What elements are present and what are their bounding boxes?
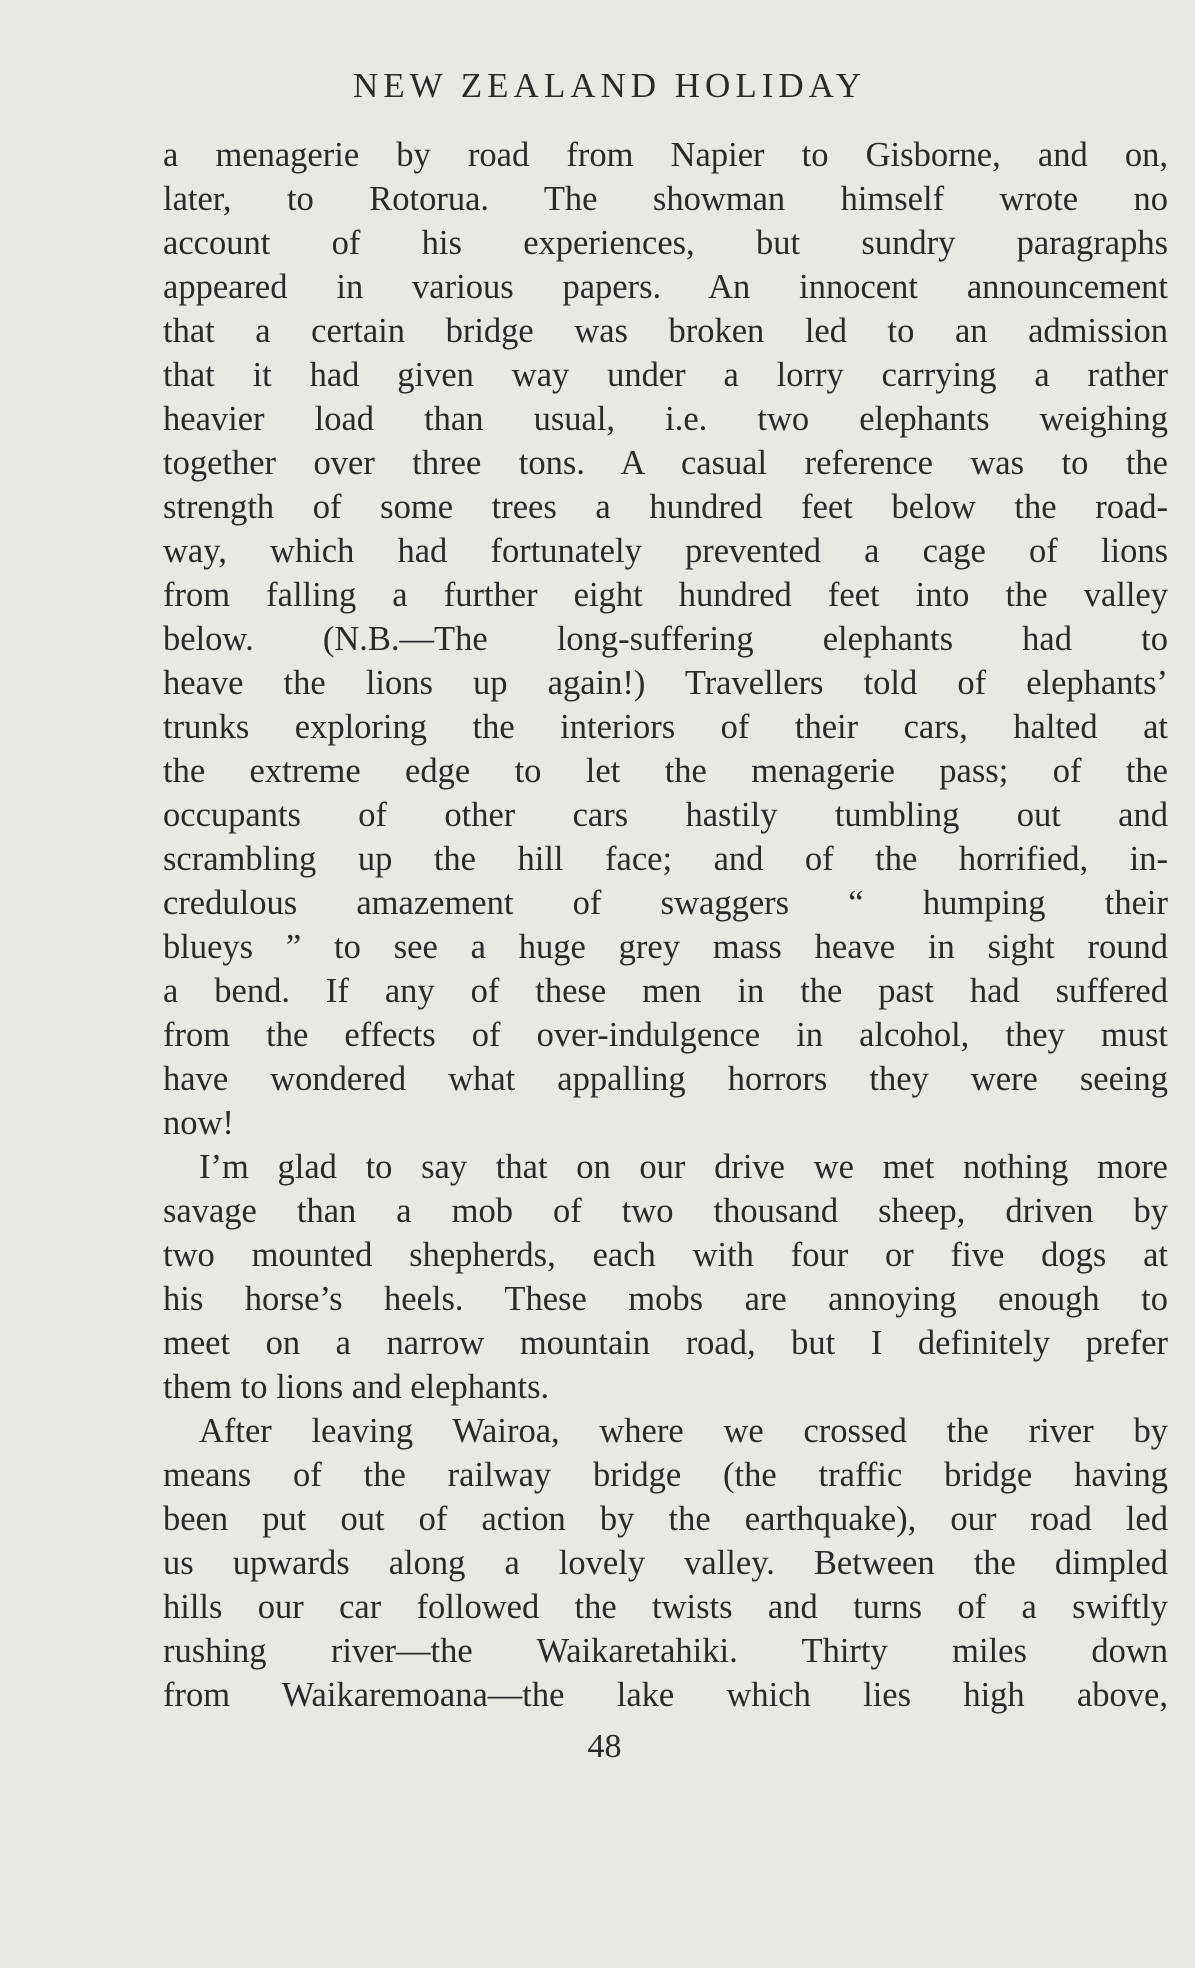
text-line: from falling a further eight hundred feet into the valley bbox=[163, 576, 1168, 614]
text-line: now! bbox=[163, 1104, 234, 1142]
text-line: the extreme edge to let the menagerie pass; of the bbox=[163, 752, 1168, 790]
text-line: later, to Rotorua. The showman himself wrote no bbox=[163, 180, 1168, 218]
body-text bbox=[163, 133, 1168, 1717]
text-line: a bend. If any of these men in the past had suffered bbox=[163, 972, 1168, 1010]
text-line: blueys ” to see a huge grey mass heave in sight round bbox=[163, 928, 1168, 966]
text-line: occupants of other cars hastily tumbling out and bbox=[163, 796, 1168, 834]
running-head: NEW ZEALAND HOLIDAY bbox=[352, 66, 866, 105]
text-line: a menagerie by road from Napier to Gisborne, and on, bbox=[163, 136, 1168, 174]
text-line: from the effects of over-indulgence in alcohol, they must bbox=[163, 1016, 1168, 1054]
text-line: means of the railway bridge (the traffic bridge having bbox=[163, 1456, 1168, 1494]
text-line: hills our car followed the twists and turns of a swiftly bbox=[163, 1588, 1168, 1626]
text-line: way, which had fortunately prevented a cage of lions bbox=[163, 532, 1168, 570]
paragraph bbox=[163, 1409, 1168, 1717]
paragraph bbox=[163, 133, 1168, 1145]
text-line: his horse’s heels. These mobs are annoying enough to bbox=[163, 1280, 1168, 1318]
text-line: been put out of action by the earthquake), our road led bbox=[163, 1500, 1168, 1538]
text-line: together over three tons. A casual reference was to the bbox=[163, 444, 1168, 482]
text-line: heave the lions up again!) Travellers told of elephants’ bbox=[163, 664, 1168, 702]
text-line: from Waikaremoana—the lake which lies high above, bbox=[163, 1676, 1168, 1714]
text-line: strength of some trees a hundred feet below the road- bbox=[163, 488, 1168, 526]
text-line: two mounted shepherds, each with four or five dogs at bbox=[163, 1236, 1168, 1274]
text-line: them to lions and elephants. bbox=[163, 1368, 550, 1406]
text-line: trunks exploring the interiors of their cars, halted at bbox=[163, 708, 1168, 746]
text-line: account of his experiences, but sundry paragraphs bbox=[163, 224, 1168, 262]
text-line: rushing river—the Waikaretahiki. Thirty miles down bbox=[163, 1632, 1168, 1670]
text-line: savage than a mob of two thousand sheep, driven by bbox=[163, 1192, 1168, 1230]
paragraph bbox=[163, 1145, 1168, 1409]
text-line: us upwards along a lovely valley. Between the dimpled bbox=[163, 1544, 1168, 1582]
text-line: I’m glad to say that on our drive we met nothing more bbox=[199, 1148, 1168, 1186]
text-line: that a certain bridge was broken led to an admission bbox=[163, 312, 1168, 350]
text-line: scrambling up the hill face; and of the horrified, in- bbox=[163, 840, 1168, 878]
text-line: heavier load than usual, i.e. two elephants weighing bbox=[163, 400, 1168, 438]
text-line: meet on a narrow mountain road, but I definitely prefer bbox=[163, 1324, 1168, 1362]
text-line: After leaving Wairoa, where we crossed the river by bbox=[199, 1412, 1168, 1450]
text-line: that it had given way under a lorry carrying a rather bbox=[163, 356, 1168, 394]
text-line: have wondered what appalling horrors they were seeing bbox=[163, 1060, 1168, 1098]
page-number: 48 bbox=[587, 1728, 622, 1765]
text-line: appeared in various papers. An innocent announcement bbox=[163, 268, 1168, 306]
text-line: below. (N.B.—The long-suffering elephants had to bbox=[163, 620, 1168, 658]
text-line: credulous amazement of swaggers “ humping their bbox=[163, 884, 1168, 922]
